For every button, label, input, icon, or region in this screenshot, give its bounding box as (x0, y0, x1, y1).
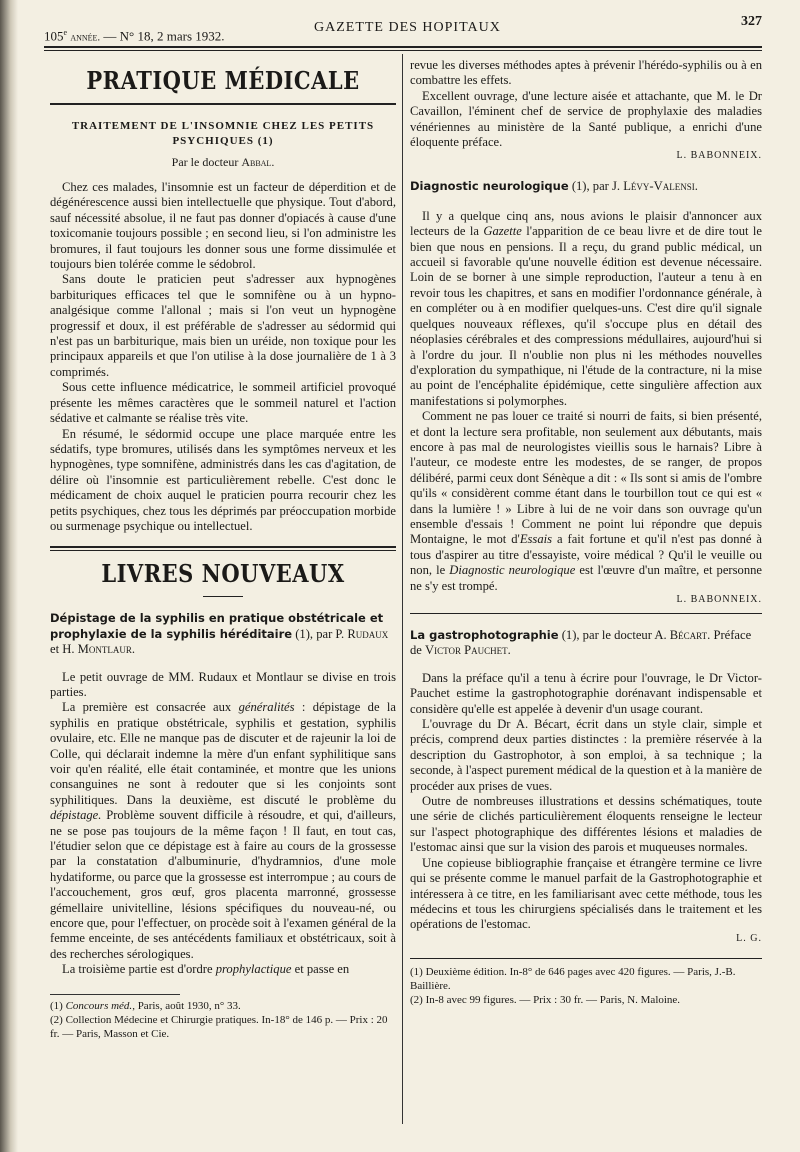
article-paragraph: En résumé, le sédormid occupe une place marquée entre les sédatifs, type bromures, utilisés dans les symptômes nerveux et les hypnogènes, type somnifène, administrés dans les cas d'agitation, de délire où l'insomnie est particulièrement rebelle. C'est donc le médicament de choix auquel le praticien pourra recourir chez les petits psychiques, chez tous les déprimés par préoccupation morbide ou surmenage psychique ou intellectuel. (50, 426, 396, 533)
book1-author1: Rudaux (347, 626, 389, 641)
book3-author: Bécart. (669, 628, 711, 642)
book3-pref: Préface de (410, 628, 752, 658)
page-edge-shadow (0, 0, 18, 1152)
article-title-line1: TRAITEMENT DE L'INSOMNIE CHEZ LES PETITS (71, 120, 375, 132)
book3-pref-author: Victor Pauchet. (425, 643, 511, 658)
article-title-line2: PSYCHIQUES (1) (172, 135, 274, 147)
text-run: Il y a quelque cinq ans, nous avions le plaisir d'annoncer aux lecteurs de la (410, 208, 762, 239)
footnote-number: (2) (410, 993, 423, 1006)
footnote-number: (1) (50, 999, 63, 1012)
book2-paragraph (410, 409, 762, 594)
footnote-text: Concours méd. (65, 999, 133, 1012)
italic-run: Gazette (483, 224, 522, 239)
book1-and: et H. (50, 642, 75, 657)
article-paragraph: Sous cette influence médicatrice, le sommeil artificiel provoqué présente les mêmes caractères que le sommeil naturel et l'action sédative et calmante se réalise très vite. (50, 380, 396, 426)
book2-paragraph (410, 209, 762, 409)
section-title-pratique: PRATIQUE MÉDICALE (86, 66, 360, 95)
text-run: : dépistage de la syphilis en pratique obstétricale, syphilis et gestation, syphilis ovulaire, etc. Elle ne manque pas de discuter et de rajeunir la loi de Colle, qui déclarait indemne la mère d'un enfant syphilitique sans voir qu'en réalité, elle était contaminée, et montre que les unions consanguines ne sont à redouter que si les conjoints sont syphilitiques. Dans la deuxième, est discuté le problème du (50, 700, 396, 807)
signature: L. BABONNEIX. (676, 150, 762, 162)
header-rule-thin (44, 50, 762, 51)
byline-author: Abbal. (241, 155, 275, 169)
book2-ref: (1), par J. (571, 179, 621, 194)
edition-number: 105 (44, 28, 64, 44)
footnote-number: (1) (410, 965, 423, 978)
italic-run: prophylactique (215, 962, 292, 977)
book1-continuation: revue les diverses méthodes aptes à prévenir l'hérédo-syphilis ou à en combattre les effets. (410, 58, 762, 88)
book1-title: Dépistage de la syphilis en pratique obstétricale et prophylaxie de la syphilis héréditaire (50, 611, 384, 641)
byline-prefix: Par le docteur (171, 155, 239, 169)
article-paragraph: Sans doute le praticien peut s'adresser aux hypnogènes barbituriques efficaces tel que le somnifène ou à un hypno-analgésique comme l'allonal ; mais si l'on veut un hypnogène progressif et doux, il est préférable de s'adresser au sédormid qui n'est pas un barbiturique, mais bien un uréide, non toxique pour les principaux appareils et que l'on utilise à la dose journalière de 1 à 3 comprimés. (50, 272, 396, 379)
page-number: 327 (741, 14, 762, 29)
signature: L. G. (736, 932, 762, 944)
signature: L. BABONNEIX. (676, 594, 762, 605)
text-run: Comment ne pas louer ce traité si nourri de faits, si bien présenté, et dont la lecture sera profitable, non seulement aux débutants, mais encore à pas mal de neurologistes vieillis sous le harnais? Libre à l'auteur, ce modeste entre les modestes, de se ranger, de propos délibéré, parmi ceux dont Sénèque a dit : « Ils sont si amis de l'ombre qu'ils « considèrent comme étant dans le tourbillon tout ce qui est « dans la lumière ! » Libre à lui de ne voir dans son ouvrage qu'un ensemble d'essais ! Comment ne point lui répondre que depuis Montaigne, le mot d' (410, 409, 762, 547)
book1-paragraph: Le petit ouvrage de MM. Rudaux et Montlaur se divise en trois parties. (50, 669, 396, 699)
footnote (410, 965, 762, 993)
byline (50, 155, 396, 170)
book3-paragraph: L'ouvrage du Dr A. Bécart, écrit dans un style clair, simple et précis, comprend deux parties distinctes : la première réservée à la description du Gastrophotor, à son emploi, à sa technique ; la seconde, à l'aspect purement médical de la question et à la manière de procéder aux prises de vues. (410, 717, 762, 793)
edition-label: année. (70, 31, 101, 44)
book1-paragraph (50, 700, 396, 962)
italic-run: Essais (519, 532, 553, 547)
edition-sup: e (63, 28, 68, 37)
footnote-rest: , Paris, août 1930, n° 33. (132, 999, 241, 1012)
text-run: et passe en (294, 962, 350, 977)
article-title (50, 119, 396, 149)
column-divider (402, 54, 403, 1124)
issue-number: — N° 18, 2 mars 1932. (103, 28, 225, 44)
book3-ref: (1), par le docteur A. (561, 628, 667, 642)
header-rule (44, 46, 762, 48)
footnote-rest: — Prix : 20 fr. — Paris, Masson et Cie. (50, 1013, 388, 1040)
footnote (50, 999, 396, 1013)
book3-paragraph: Une copieuse bibliographie française et étrangère termine ce livre qui se présente comme le manuel parfait de la Gastrophotographie et intéressera à ce titre, en les familiarisant avec cette méthode, tous les médecins et tous les chirurgiens spécialisés dans le traitement et les opérations de l'estomac. (410, 855, 762, 932)
journal-title: GAZETTE DES HOPITAUX (314, 20, 501, 35)
text-run: est l'œuvre d'un maître, et personne ne s'y est trompé. (410, 563, 762, 593)
book2-heading (410, 179, 762, 194)
page-header (44, 14, 762, 44)
book1-author2: Montlaur. (77, 642, 135, 657)
book1-continuation-2: Excellent ouvrage, d'une lecture aisée et attachante, que M. le Dr Cavaillon, l'éminent chef de service de prophylaxie des maladies vénériennes au ministère de la Santé publique, a enrichi d'une éloquente préface. (410, 88, 762, 150)
book2-author: Lévy-Valensi. (623, 179, 698, 194)
right-column (410, 58, 762, 1007)
italic-run: Diagnostic neurologique (449, 563, 576, 578)
footnote-text: In-8 avec 99 figures. — Prix : 30 fr. — Paris, N. Maloine. (425, 993, 681, 1006)
issue-info (44, 28, 225, 44)
book2-title: Diagnostic neurologique (410, 179, 569, 194)
article-paragraph: Chez ces malades, l'insomnie est un facteur de déperdition et de dégénérescence aussi bien intellectuelle que physique. Tout d'abord, sauf nécessité absolue, il ne faut pas donner d'opiacés à cause d'une toxicomanie toujours possible ; en second lieu, si l'on administre les bromures, il faut toujours les donner sous une forme dissimulée et toujours bien tolérée comme le sédobrol. (50, 180, 396, 272)
book3-heading (410, 628, 762, 659)
book1-paragraph (50, 962, 396, 977)
book3-paragraph: Dans la préface qu'il a tenu à écrire pour l'ouvrage, le Dr Victor-Pauchet estime la gastrophotographie dorénavant indispensable et considère qu'elle est appelée à devenir d'un usage courant. (410, 670, 762, 716)
footnote-text: Collection Médecine et Chirurgie pratiques. In-18° de 146 p. (65, 1013, 334, 1026)
italic-run: généralités (238, 700, 295, 715)
footnote-text: Deuxième édition. In-8° de 646 pages avec 420 figures. — Paris, J.-B. Baillière. (410, 965, 736, 992)
italic-run: dépistage. (50, 808, 102, 823)
text-run: La première est consacrée aux (62, 700, 232, 715)
book3-title: La gastrophotographie (410, 628, 559, 642)
section-title-livres: LIVRES NOUVEAUX (101, 559, 345, 589)
book1-heading (50, 611, 396, 657)
footnote (410, 993, 762, 1007)
left-column (50, 58, 396, 1041)
text-run: a fait fortune et qu'il n'est pas donné à tous d'aspirer au titre d'essayiste, voire médical ? Qu'il le veuille ou non, le (410, 532, 762, 578)
footnote-number: (2) (50, 1013, 63, 1026)
text-run: l'apparition de ce beau livre et de dire tout le bien que nous en pensions. Il a reçu, du grand public médical, un accueil si favorable qu'une nouvelle édition est devenue nécessaire. Loin de se borner à une simple reproduction, l'auteur a tenu à en revoir tous les chapitres, et sans en modifier l'ordonnance générale, à en compléter ou à en modifier quelques-uns. C'est dire qu'il signale quelques nouveaux réflexes, qu'il s'occupe plus en détail des néoplasies cérébrales et des compressions médullaires, aujourd'hui si à l'ordre du jour. Il n'oublie non plus ni les méthodes nouvelles d'exploration du sympathique, ni l'étude de la contracture, ni la mise au point de l'encéphalite épidémique, cette singulière affection aux manifestations si polymorphes. (410, 224, 762, 408)
book1-ref: (1), par P. (295, 626, 345, 641)
book3-paragraph: Outre de nombreuses illustrations et dessins schématiques, toute une série de clichés particulièrement éloquents renseigne le lecteur sur l'aspect photographique des différentes lésions et maladies de l'estomac ainsi que sur la vision des parois et muqueuses normales. (410, 794, 762, 855)
text-run: La troisième partie est d'ordre (62, 962, 213, 977)
text-run: Problème souvent difficile à résoudre, et qui, d'ailleurs, ne se pose pas toujours de la même façon ! Il faut, en tout cas, l'étudier selon que ce dépistage est à faire au cours de la grossesse par la constatation d'albuminurie, d'hydramnios, d'une mole hydatiforme, ou parce que la grossesse est interrompue ; au cours de l'accouchement, gros œuf, gros placenta marronné, grossesse gémellaire univitelline, lésions spécifiques du nouveau-né, ou encore que, pour l'effectuer, on procède soit à l'examen général de la femme enceinte, de ses antécédents familiaux et obstétricaux, soit à des recherches sérologiques. (50, 808, 396, 961)
footnote (50, 1013, 396, 1041)
